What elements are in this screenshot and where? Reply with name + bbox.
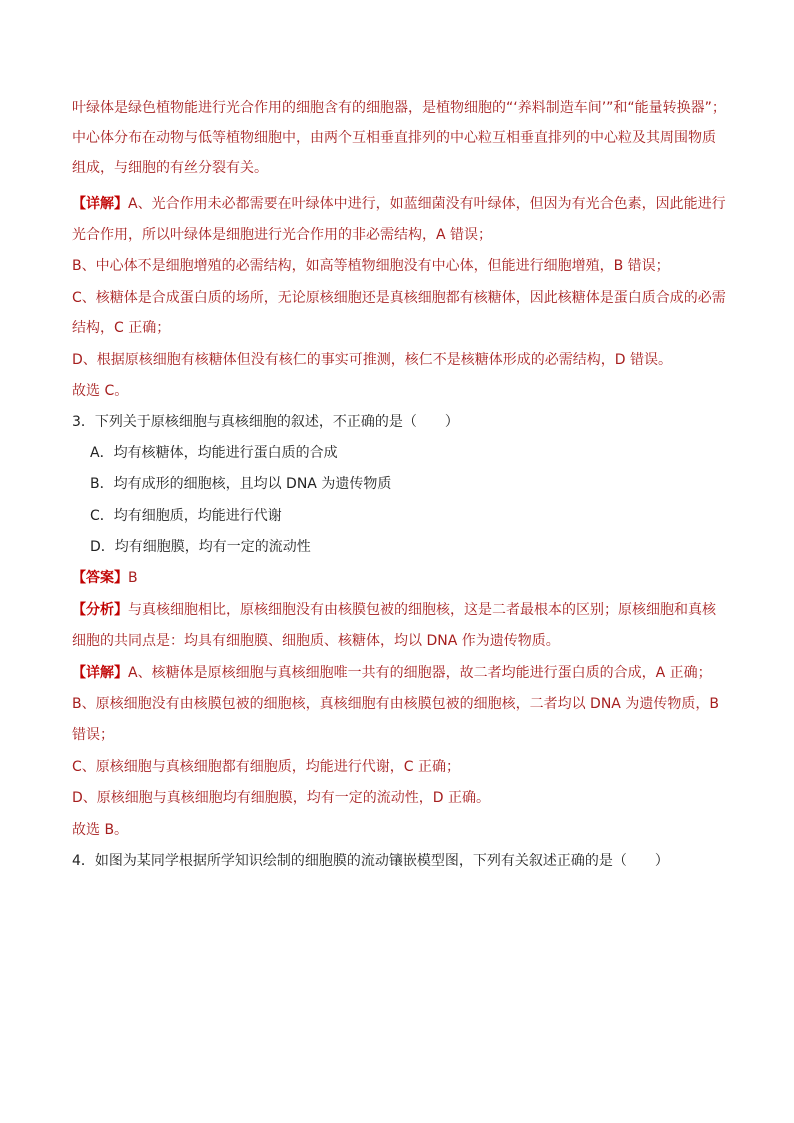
- question-3-option-b: B．均有成形的细胞核，且均以 DNA 为遗传物质: [90, 476, 392, 492]
- analysis-line: [72, 600, 716, 620]
- text-line: [72, 194, 726, 214]
- analysis-text: 与真核细胞相比，原核细胞没有由核膜包被的细胞核，这是二者最根本的区别；原核细胞和真核: [128, 602, 716, 618]
- text-line: 错误；: [72, 727, 114, 743]
- detail-text: A、核糖体是原核细胞与真核细胞唯一共有的细胞器，故二者均能进行蛋白质的合成，A 正确；: [128, 665, 712, 681]
- analysis-tag: 【分析】: [72, 602, 128, 618]
- text-line: 叶绿体是绿色植物能进行光合作用的细胞含有的细胞器，是植物细胞的“‘养料制造车间’”和“能量转换器”；: [72, 100, 726, 116]
- question-3-option-a: A．均有核糖体，均能进行蛋白质的合成: [90, 445, 338, 461]
- text-line: 故选 C。: [72, 383, 129, 399]
- text-line: D、根据原核细胞有核糖体但没有核仁的事实可推测，核仁不是核糖体形成的必需结构，D 错误。: [72, 352, 673, 368]
- detail-tag: 【详解】: [72, 665, 128, 681]
- detail-line: [72, 663, 712, 683]
- text-line: B、中心体不是细胞增殖的必需结构，如高等植物细胞没有中心体，但能进行细胞增殖，B 错误；: [72, 258, 670, 274]
- text-line: 结构，C 正确；: [72, 320, 171, 336]
- question-3-option-d: D．均有细胞膜，均有一定的流动性: [90, 539, 311, 555]
- answer-tag: 【答案】: [72, 570, 128, 586]
- detail-tag: 【详解】: [72, 196, 128, 212]
- answer-value: B: [128, 570, 138, 586]
- answer-line: [72, 568, 138, 588]
- text-line: 组成，与细胞的有丝分裂有关。: [72, 160, 268, 176]
- text-line: 光合作用，所以叶绿体是细胞进行光合作用的非必需结构，A 错误；: [72, 227, 493, 243]
- text-line: 故选 B。: [72, 822, 129, 838]
- text-line: D、原核细胞与真核细胞均有细胞膜，均有一定的流动性，D 正确。: [72, 790, 491, 806]
- text-line: C、原核细胞与真核细胞都有细胞质，均能进行代谢，C 正确；: [72, 759, 460, 775]
- question-3-stem: 3．下列关于原核细胞与真核细胞的叙述，不正确的是（ ）: [72, 414, 459, 430]
- text-line: 中心体分布在动物与低等植物细胞中，由两个互相垂直排列的中心粒互相垂直排列的中心粒及其周围物质: [72, 130, 716, 146]
- question-4-stem: 4．如图为某同学根据所学知识绘制的细胞膜的流动镶嵌模型图，下列有关叙述正确的是（ ）: [72, 853, 669, 869]
- text-line: B、原核细胞没有由核膜包被的细胞核，真核细胞有由核膜包被的细胞核，二者均以 DNA 为遗传物质，B: [72, 696, 719, 712]
- question-3-option-c: C．均有细胞质，均能进行代谢: [90, 508, 282, 524]
- text-line: C、核糖体是合成蛋白质的场所，无论原核细胞还是真核细胞都有核糖体，因此核糖体是蛋白质合成的必需: [72, 290, 726, 306]
- text-line: 细胞的共同点是：均具有细胞膜、细胞质、核糖体，均以 DNA 作为遗传物质。: [72, 633, 560, 649]
- detail-text: A、光合作用未必都需要在叶绿体中进行，如蓝细菌没有叶绿体，但因为有光合色素，因此能进行: [128, 196, 726, 212]
